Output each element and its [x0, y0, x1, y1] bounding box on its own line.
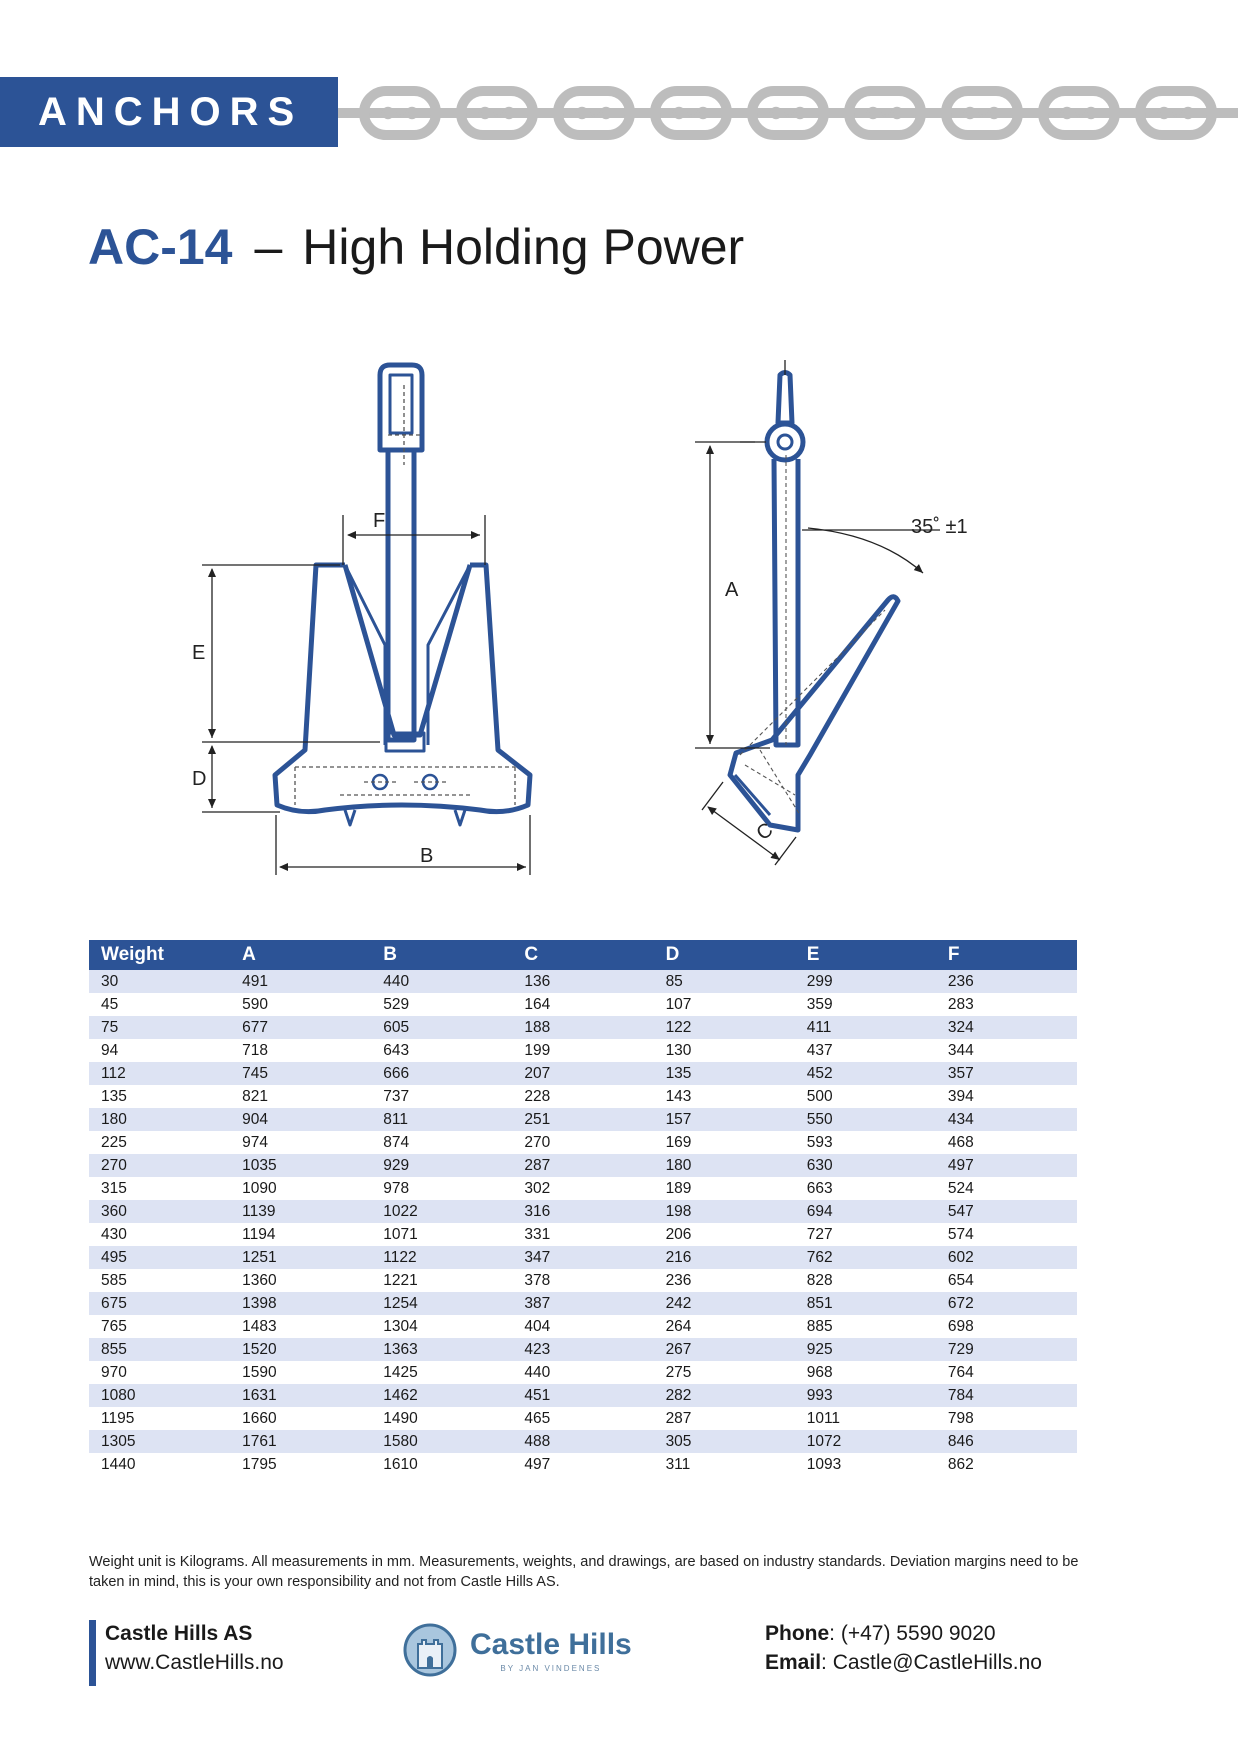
dimension-cell: 440 [512, 1361, 653, 1384]
dimension-cell: 122 [654, 1016, 795, 1039]
dimension-cell: 654 [936, 1269, 1077, 1292]
table-row [89, 1384, 1077, 1407]
dimension-cell: 169 [654, 1131, 795, 1154]
dimension-cell: 1360 [230, 1269, 371, 1292]
anchor-drawing [180, 355, 1010, 895]
dimension-cell: 925 [795, 1338, 936, 1361]
chain-link-detail [1174, 111, 1179, 116]
dim-label-d: D [192, 768, 207, 790]
dimension-cell: 359 [795, 993, 936, 1016]
dimension-cell: 189 [654, 1177, 795, 1200]
table-row [89, 1016, 1077, 1039]
table-row [89, 1039, 1077, 1062]
dimension-cell: 347 [512, 1246, 653, 1269]
weight-cell: 1195 [89, 1407, 230, 1430]
dimension-cell: 698 [936, 1315, 1077, 1338]
table-row [89, 1177, 1077, 1200]
dimension-cell: 885 [795, 1315, 936, 1338]
dimension-cell: 727 [795, 1223, 936, 1246]
dimension-cell: 550 [795, 1108, 936, 1131]
dimension-cell: 236 [936, 970, 1077, 993]
table-row [89, 1292, 1077, 1315]
disclaimer-note: Weight unit is Kilograms. All measurements in mm. Measurements, weights, and drawings, are based on industry standards. Deviation margins need to be taken in mind, this is your own responsibility and not from Castle Hills AS. [89, 1554, 1079, 1590]
dimension-cell: 331 [512, 1223, 653, 1246]
table-row [89, 1453, 1077, 1476]
table-row [89, 1062, 1077, 1085]
dimension-cell: 228 [512, 1085, 653, 1108]
dimension-cell: 251 [512, 1108, 653, 1131]
castle-logo-icon [402, 1622, 458, 1678]
table-header-cell: E [795, 940, 936, 970]
weight-cell: 225 [89, 1131, 230, 1154]
dimension-cell: 378 [512, 1269, 653, 1292]
dimension-cell: 497 [512, 1453, 653, 1476]
dimension-cell: 851 [795, 1292, 936, 1315]
table-header-cell: Weight [89, 940, 230, 970]
dimension-cell: 1580 [371, 1430, 512, 1453]
dimension-cell: 1363 [371, 1338, 512, 1361]
phone-label: Phone [765, 1622, 830, 1645]
dim-label-e: E [192, 642, 206, 664]
dimension-cell: 305 [654, 1430, 795, 1453]
dimension-cell: 267 [654, 1338, 795, 1361]
castle-hills-logo [402, 1622, 632, 1678]
weight-cell: 94 [89, 1039, 230, 1062]
dimension-cell: 729 [936, 1338, 1077, 1361]
dimension-cell: 602 [936, 1246, 1077, 1269]
weight-cell: 430 [89, 1223, 230, 1246]
dimension-cell: 978 [371, 1177, 512, 1200]
weight-cell: 180 [89, 1108, 230, 1131]
section-title: ANCHORS [38, 89, 304, 134]
dimension-cell: 1022 [371, 1200, 512, 1223]
dimension-cell: 488 [512, 1430, 653, 1453]
dimension-cell: 929 [371, 1154, 512, 1177]
dimension-cell: 762 [795, 1246, 936, 1269]
dimension-cell: 299 [795, 970, 936, 993]
dimension-cell: 547 [936, 1200, 1077, 1223]
dimension-cell: 282 [654, 1384, 795, 1407]
page-title [88, 218, 744, 276]
dimension-cell: 1398 [230, 1292, 371, 1315]
dimension-cell: 1761 [230, 1430, 371, 1453]
dimension-cell: 206 [654, 1223, 795, 1246]
dimension-cell: 1090 [230, 1177, 371, 1200]
dimension-cell: 1490 [371, 1407, 512, 1430]
dimension-cell: 1122 [371, 1246, 512, 1269]
weight-cell: 970 [89, 1361, 230, 1384]
table-row [89, 1430, 1077, 1453]
dimension-cell: 437 [795, 1039, 936, 1062]
dimension-cell: 764 [936, 1361, 1077, 1384]
weight-cell: 1305 [89, 1430, 230, 1453]
dimension-cell: 357 [936, 1062, 1077, 1085]
weight-cell: 270 [89, 1154, 230, 1177]
table-row [89, 1338, 1077, 1361]
dimension-cell: 394 [936, 1085, 1077, 1108]
dimension-cell: 164 [512, 993, 653, 1016]
dimension-cell: 491 [230, 970, 371, 993]
dimension-cell: 666 [371, 1062, 512, 1085]
weight-cell: 45 [89, 993, 230, 1016]
weight-cell: 585 [89, 1269, 230, 1292]
logo-tagline: BY JAN VINDENES [500, 1663, 602, 1673]
dimension-cell: 574 [936, 1223, 1077, 1246]
dimension-cell: 468 [936, 1131, 1077, 1154]
contact-block [765, 1622, 1042, 1680]
chain-link-detail [495, 111, 500, 116]
dimension-cell: 828 [795, 1269, 936, 1292]
dimension-cell: 974 [230, 1131, 371, 1154]
company-name: Castle Hills AS [105, 1622, 253, 1645]
weight-cell: 495 [89, 1246, 230, 1269]
dimension-cell: 1251 [230, 1246, 371, 1269]
dimension-cell: 1660 [230, 1407, 371, 1430]
dimension-cell: 270 [512, 1131, 653, 1154]
dimension-cell: 387 [512, 1292, 653, 1315]
table-row [89, 1108, 1077, 1131]
table-row [89, 1315, 1077, 1338]
table-row [89, 1246, 1077, 1269]
chain-link-detail [592, 111, 597, 116]
dimension-cell: 264 [654, 1315, 795, 1338]
weight-cell: 1080 [89, 1384, 230, 1407]
dimension-cell: 590 [230, 993, 371, 1016]
dimension-cell: 85 [654, 970, 795, 993]
chain-link-detail [398, 111, 403, 116]
table-row [89, 1085, 1077, 1108]
dimension-cell: 993 [795, 1384, 936, 1407]
dim-label-b: B [420, 845, 434, 867]
dimension-cell: 529 [371, 993, 512, 1016]
dimension-cell: 207 [512, 1062, 653, 1085]
title-separator: – [254, 219, 283, 275]
dimension-cell: 630 [795, 1154, 936, 1177]
table-row [89, 1407, 1077, 1430]
dimension-cell: 904 [230, 1108, 371, 1131]
dimension-cell: 497 [936, 1154, 1077, 1177]
product-code: AC-14 [88, 219, 233, 275]
dimension-cell: 1072 [795, 1430, 936, 1453]
dimension-cell: 593 [795, 1131, 936, 1154]
weight-cell: 675 [89, 1292, 230, 1315]
dim-label-a: A [725, 579, 739, 601]
dimension-cell: 811 [371, 1108, 512, 1131]
dimension-cell: 1795 [230, 1453, 371, 1476]
dimension-cell: 324 [936, 1016, 1077, 1039]
dimension-cell: 275 [654, 1361, 795, 1384]
dimension-cell: 143 [654, 1085, 795, 1108]
product-subtitle: High Holding Power [302, 219, 745, 275]
table-header-cell: F [936, 940, 1077, 970]
dimension-cell: 216 [654, 1246, 795, 1269]
table-row [89, 993, 1077, 1016]
dimension-cell: 434 [936, 1108, 1077, 1131]
anchor-front-view [275, 365, 530, 825]
dimension-cell: 784 [936, 1384, 1077, 1407]
dim-label-f: F [373, 510, 386, 532]
dimension-cell: 287 [654, 1407, 795, 1430]
dimension-cell: 135 [654, 1062, 795, 1085]
table-row [89, 1200, 1077, 1223]
dimension-cell: 1483 [230, 1315, 371, 1338]
dimension-cell: 136 [512, 970, 653, 993]
dimension-cell: 798 [936, 1407, 1077, 1430]
logo-wordmark: Castle Hills [470, 1627, 632, 1661]
dimension-cell: 524 [936, 1177, 1077, 1200]
dimension-cell: 404 [512, 1315, 653, 1338]
dimension-cell: 1221 [371, 1269, 512, 1292]
dimension-cell: 423 [512, 1338, 653, 1361]
phone-number[interactable]: : (+47) 5590 9020 [829, 1622, 996, 1645]
dimension-cell: 1462 [371, 1384, 512, 1407]
dimension-table [89, 940, 1077, 1476]
company-website-link[interactable]: www.CastleHills.no [105, 1651, 284, 1674]
table-header-row [89, 940, 1077, 970]
chain-link-detail [786, 111, 791, 116]
email-label: Email [765, 1651, 822, 1674]
weight-cell: 1440 [89, 1453, 230, 1476]
section-banner [0, 77, 338, 147]
dimension-cell: 451 [512, 1384, 653, 1407]
dimension-cell: 694 [795, 1200, 936, 1223]
dimension-cell: 821 [230, 1085, 371, 1108]
dimension-cell: 862 [936, 1453, 1077, 1476]
dimension-cell: 242 [654, 1292, 795, 1315]
dimension-cell: 411 [795, 1016, 936, 1039]
dimension-cell: 1011 [795, 1407, 936, 1430]
table-row [89, 1269, 1077, 1292]
chain-link-detail [1077, 111, 1082, 116]
dimension-cell: 718 [230, 1039, 371, 1062]
dimension-cell: 672 [936, 1292, 1077, 1315]
dimension-cell: 316 [512, 1200, 653, 1223]
weight-cell: 75 [89, 1016, 230, 1039]
email-address[interactable]: : Castle@CastleHills.no [821, 1651, 1042, 1674]
chain-decoration [338, 85, 1238, 141]
dimension-cell: 107 [654, 993, 795, 1016]
footer-accent-bar [89, 1620, 96, 1686]
dimension-cell: 677 [230, 1016, 371, 1039]
dimension-cell: 968 [795, 1361, 936, 1384]
dimension-cell: 1304 [371, 1315, 512, 1338]
chain-link-detail [689, 111, 694, 116]
dimension-cell: 500 [795, 1085, 936, 1108]
table-header-cell: B [371, 940, 512, 970]
dimension-cell: 130 [654, 1039, 795, 1062]
dimension-cell: 180 [654, 1154, 795, 1177]
table-row [89, 970, 1077, 993]
dimension-cell: 198 [654, 1200, 795, 1223]
weight-cell: 855 [89, 1338, 230, 1361]
dimension-cell: 1071 [371, 1223, 512, 1246]
anchor-side-view [730, 373, 898, 831]
table-row [89, 1131, 1077, 1154]
chain-link-detail [980, 111, 985, 116]
dim-label-c: C [752, 818, 778, 846]
dimension-cell: 605 [371, 1016, 512, 1039]
dimension-cell: 1254 [371, 1292, 512, 1315]
dimension-cell: 452 [795, 1062, 936, 1085]
weight-cell: 30 [89, 970, 230, 993]
dimension-cell: 663 [795, 1177, 936, 1200]
dimension-cell: 302 [512, 1177, 653, 1200]
dimension-cell: 1035 [230, 1154, 371, 1177]
dimension-cell: 1590 [230, 1361, 371, 1384]
dimension-cell: 1194 [230, 1223, 371, 1246]
table-header-cell: C [512, 940, 653, 970]
dimension-cell: 287 [512, 1154, 653, 1177]
weight-cell: 315 [89, 1177, 230, 1200]
weight-cell: 112 [89, 1062, 230, 1085]
dimension-cell: 311 [654, 1453, 795, 1476]
dimension-cell: 188 [512, 1016, 653, 1039]
weight-cell: 360 [89, 1200, 230, 1223]
dimension-cell: 745 [230, 1062, 371, 1085]
dimension-cell: 737 [371, 1085, 512, 1108]
table-row [89, 1223, 1077, 1246]
dimension-cell: 1093 [795, 1453, 936, 1476]
dimension-cell: 1631 [230, 1384, 371, 1407]
dimension-cell: 236 [654, 1269, 795, 1292]
dimension-cell: 1520 [230, 1338, 371, 1361]
dimension-cell: 874 [371, 1131, 512, 1154]
weight-cell: 135 [89, 1085, 230, 1108]
weight-cell: 765 [89, 1315, 230, 1338]
dimension-cell: 344 [936, 1039, 1077, 1062]
dimension-cell: 157 [654, 1108, 795, 1131]
table-header-cell: D [654, 940, 795, 970]
dimension-cell: 465 [512, 1407, 653, 1430]
dimension-cell: 643 [371, 1039, 512, 1062]
chain-link-detail [883, 111, 888, 116]
angle-label: 35˚ ±1 [911, 516, 968, 538]
company-block [105, 1622, 284, 1675]
dimension-cell: 283 [936, 993, 1077, 1016]
dimension-cell: 846 [936, 1430, 1077, 1453]
dimension-cell: 199 [512, 1039, 653, 1062]
dimension-cell: 1139 [230, 1200, 371, 1223]
dimension-cell: 440 [371, 970, 512, 993]
table-header-cell: A [230, 940, 371, 970]
dimension-cell: 1425 [371, 1361, 512, 1384]
table-row [89, 1154, 1077, 1177]
dimension-cell: 1610 [371, 1453, 512, 1476]
table-row [89, 1361, 1077, 1384]
